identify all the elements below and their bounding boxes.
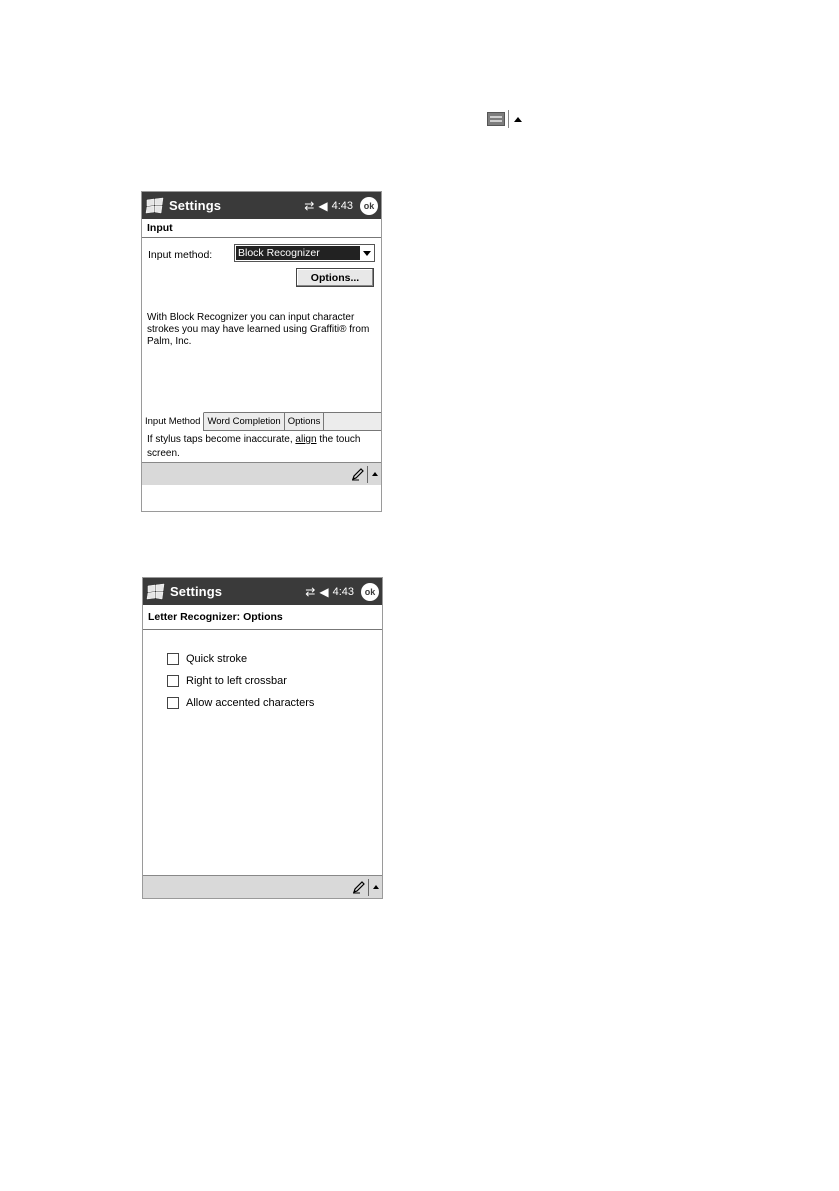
- input-method-value: Block Recognizer: [236, 246, 360, 260]
- option-allow-accented-characters[interactable]: [167, 692, 382, 714]
- windows-flag-icon[interactable]: [145, 197, 165, 215]
- keyboard-icon[interactable]: [487, 112, 505, 126]
- command-bar: [143, 875, 382, 898]
- input-method-label: Input method:: [148, 249, 213, 261]
- recognizer-description: With Block Recognizer you can input character strokes you may have learned using Graffiti® from Palm, Inc.: [147, 312, 370, 347]
- option-label: Right to left crossbar: [186, 675, 287, 687]
- align-hint-after: the touch screen.: [147, 434, 361, 459]
- input-panel-indicator[interactable]: [487, 108, 523, 130]
- tab-strip: [142, 412, 381, 431]
- allow-accented-characters-checkbox[interactable]: [167, 697, 179, 709]
- chevron-down-icon[interactable]: [361, 246, 373, 260]
- align-hint-before: If stylus taps become inaccurate,: [147, 434, 293, 445]
- connectivity-icon[interactable]: ⇄: [305, 584, 316, 599]
- command-bar: [142, 462, 381, 485]
- align-hint: [142, 431, 381, 462]
- input-panel-arrow-icon[interactable]: [372, 472, 378, 476]
- input-method-row: [142, 238, 381, 294]
- input-panel-arrow-icon[interactable]: [514, 117, 522, 122]
- navigation-bar: [142, 192, 381, 219]
- page-title: Settings: [169, 198, 222, 213]
- options-list: [143, 630, 382, 872]
- pen-icon[interactable]: [352, 880, 366, 894]
- ok-button[interactable]: ok: [361, 583, 379, 601]
- connectivity-icon[interactable]: ⇄: [304, 198, 315, 213]
- indicator-separator: [508, 110, 509, 128]
- tab-word-completion[interactable]: Word Completion: [204, 413, 284, 431]
- option-label: Quick stroke: [186, 653, 248, 665]
- windows-flag-icon[interactable]: [146, 583, 166, 601]
- section-header: Letter Recognizer: Options: [143, 605, 382, 630]
- settings-input-screen: [141, 191, 382, 512]
- option-label: Allow accented characters: [186, 697, 315, 709]
- input-method-select[interactable]: [234, 244, 375, 262]
- tab-options[interactable]: Options: [285, 413, 325, 431]
- options-button[interactable]: Options...: [296, 268, 374, 287]
- input-panel-arrow-icon[interactable]: [373, 885, 379, 889]
- align-link[interactable]: align: [295, 434, 317, 445]
- quick-stroke-checkbox[interactable]: [167, 653, 179, 665]
- page-title: Settings: [170, 584, 223, 599]
- option-quick-stroke[interactable]: [167, 648, 382, 670]
- pen-icon[interactable]: [351, 467, 365, 481]
- tab-strip-fill: [324, 413, 381, 431]
- speaker-icon[interactable]: ◀: [319, 584, 329, 599]
- status-area: [305, 578, 379, 605]
- right-to-left-crossbar-checkbox[interactable]: [167, 675, 179, 687]
- option-right-to-left-crossbar[interactable]: [167, 670, 382, 692]
- clock[interactable]: 4:43: [331, 199, 353, 212]
- command-bar-separator: [368, 879, 369, 896]
- status-area: [304, 192, 378, 219]
- navigation-bar: [143, 578, 382, 605]
- tab-input-method[interactable]: Input Method: [142, 412, 204, 431]
- command-bar-separator: [367, 466, 368, 483]
- ok-button[interactable]: ok: [360, 197, 378, 215]
- section-header: Input: [142, 219, 381, 238]
- clock[interactable]: 4:43: [332, 585, 354, 598]
- speaker-icon[interactable]: ◀: [318, 198, 328, 213]
- letter-recognizer-options-screen: [142, 577, 383, 899]
